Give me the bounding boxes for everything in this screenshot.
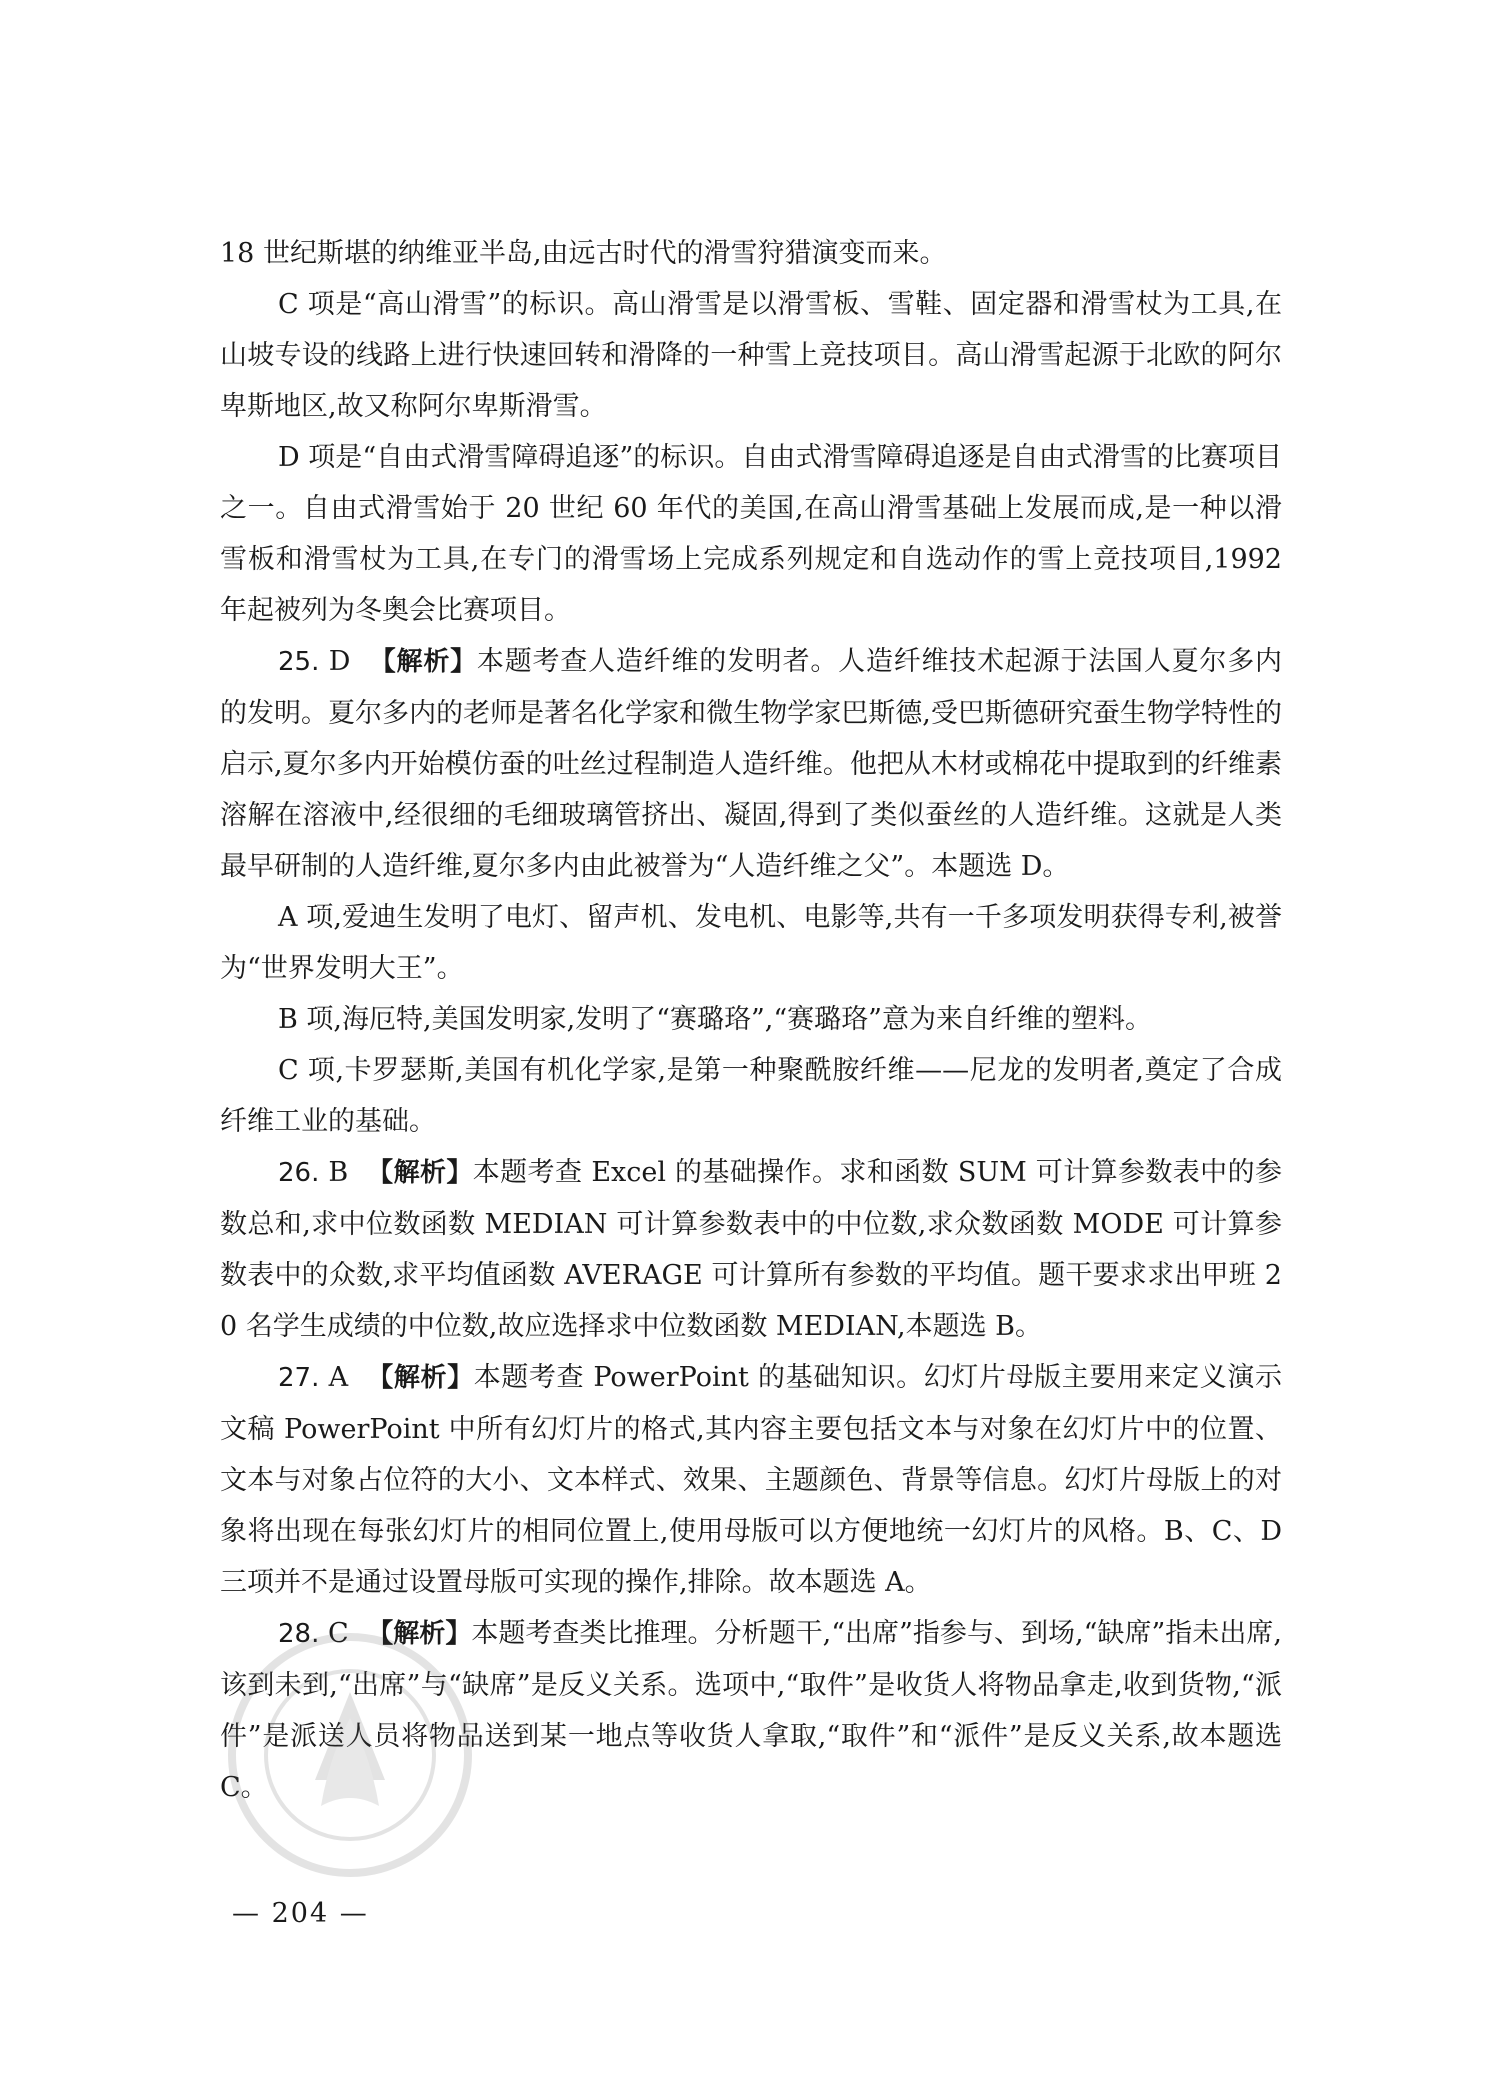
analysis-text: 本题考查 Excel 的基础操作。求和函数 SUM 可计算参数表中的参数总和,求中位数函数 MEDIAN 可计算参数表中的中位数,求众数函数 MODE 可计算参数表中的众数,求平均值函数 AVERAGE 可计算所有参数的平均值。题干要求求出甲班 20 名学生成绩的中位数,故应选择求中位数函数 MEDIAN,本题选 B。: [220, 1157, 1282, 1342]
analysis-tag: 【解析】: [367, 1619, 472, 1649]
answer-letter: C: [327, 1618, 349, 1649]
question-26-analysis: [220, 1147, 1282, 1352]
question-27-analysis: [220, 1352, 1282, 1608]
answer-letter: A: [328, 1362, 349, 1393]
analysis-text: 本题考查类比推理。分析题干,“出席”指参与、到场,“缺席”指未出席,该到未到,“出席”与“缺席”是反义关系。选项中,“取件”是收货人将物品拿走,收到货物,“派件”是派送人员将物品送到某一地点等收货人拿取,“取件”和“派件”是反义关系,故本题选 C。: [220, 1618, 1282, 1803]
page-number: — 204 —: [232, 1898, 369, 1929]
question-number: 25.: [278, 647, 320, 677]
paragraph-option-d-skicross: D 项是“自由式滑雪障碍追逐”的标识。自由式滑雪障碍追逐是自由式滑雪的比赛项目之一。自由式滑雪始于 20 世纪 60 年代的美国,在高山滑雪基础上发展而成,是一种以滑雪板和滑雪杖为工具,在专门的滑雪场上完成系列规定和自选动作的雪上竞技项目,1992 年起被列为冬奥会比赛项目。: [220, 442, 1282, 626]
analysis-tag: 【解析】: [367, 1363, 474, 1393]
paragraph-option-c-alpine: C 项是“高山滑雪”的标识。高山滑雪是以滑雪板、雪鞋、固定器和滑雪杖为工具,在山坡专设的线路上进行快速回转和滑降的一种雪上竞技项目。高山滑雪起源于北欧的阿尔卑斯地区,故又称阿尔卑斯滑雪。: [220, 289, 1282, 422]
question-number: 26.: [278, 1158, 320, 1188]
document-body: [220, 228, 1282, 1813]
analysis-text: 本题考查人造纤维的发明者。人造纤维技术起源于法国人夏尔多内的发明。夏尔多内的老师是著名化学家和微生物学家巴斯德,受巴斯德研究蚕生物学特性的启示,夏尔多内开始模仿蚕的吐丝过程制造人造纤维。他把从木材或棉花中提取到的纤维素溶解在溶液中,经很细的毛细玻璃管挤出、凝固,得到了类似蚕丝的人造纤维。这就是人类最早研制的人造纤维,夏尔多内由此被誉为“人造纤维之父”。本题选 D。: [220, 646, 1282, 882]
paragraph-continuation: 18 世纪斯堪的纳维亚半岛,由远古时代的滑雪狩猎演变而来。: [220, 238, 947, 269]
answer-letter: B: [328, 1157, 349, 1188]
analysis-tag: 【解析】: [367, 1158, 473, 1188]
answer-letter: D: [328, 646, 351, 677]
analysis-tag: 【解析】: [369, 647, 477, 677]
paragraph-option-b-hyatt: B 项,海厄特,美国发明家,发明了“赛璐珞”,“赛璐珞”意为来自纤维的塑料。: [278, 1004, 1152, 1035]
analysis-text: 本题考查 PowerPoint 的基础知识。幻灯片母版主要用来定义演示文稿 PowerPoint 中所有幻灯片的格式,其内容主要包括文本与对象在幻灯片中的位置、文本与对象占位符的大小、文本样式、效果、主题颜色、背景等信息。幻灯片母版上的对象将出现在每张幻灯片的相同位置上,使用母版可以方便地统一幻灯片的风格。B、C、D 三项并不是通过设置母版可实现的操作,排除。故本题选 A。: [220, 1362, 1282, 1598]
question-number: 28.: [278, 1619, 320, 1649]
question-25-analysis: [220, 636, 1282, 892]
publisher-watermark-logo: [225, 1630, 475, 1880]
paragraph-option-a-edison: A 项,爱迪生发明了电灯、留声机、发电机、电影等,共有一千多项发明获得专利,被誉为“世界发明大王”。: [220, 902, 1282, 984]
paragraph-option-c-carothers: C 项,卡罗瑟斯,美国有机化学家,是第一种聚酰胺纤维——尼龙的发明者,奠定了合成纤维工业的基础。: [220, 1055, 1282, 1137]
question-number: 27.: [278, 1363, 320, 1393]
